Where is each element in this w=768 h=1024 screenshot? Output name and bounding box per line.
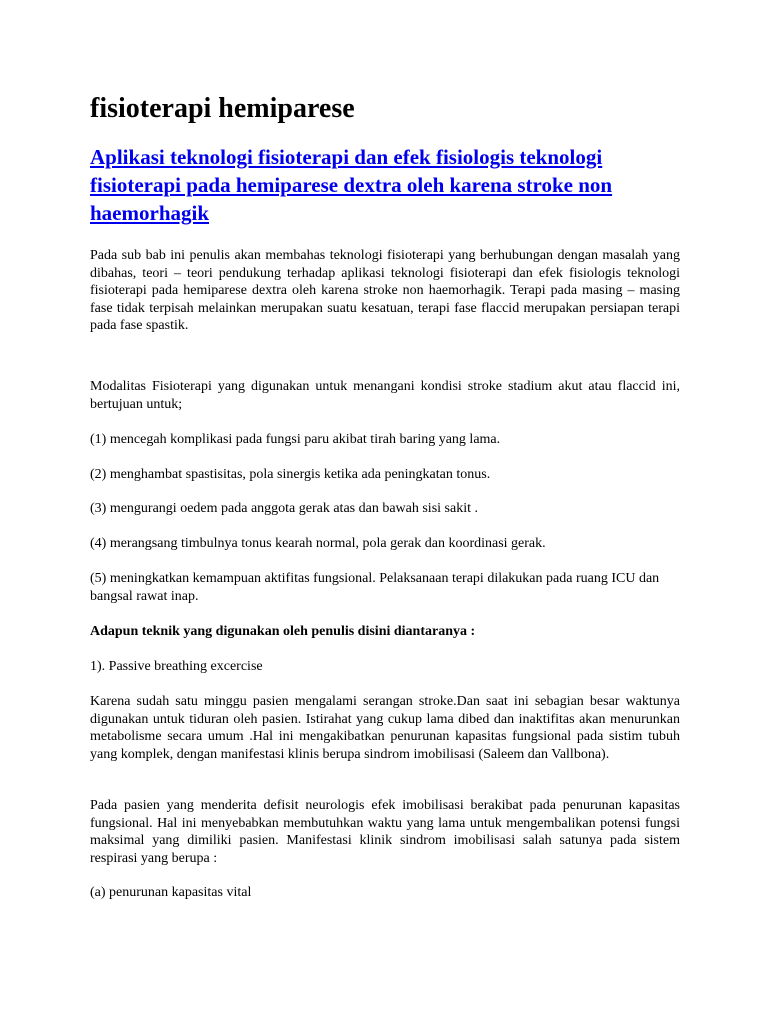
technique-item-1: 1). Passive breathing excercise <box>90 659 263 674</box>
technique-heading: Adapun teknik yang digunakan oleh penulis disini diantaranya : <box>90 624 476 639</box>
article-title-link[interactable]: Aplikasi teknologi fisioterapi dan efek fisiologis teknologi fisioterapi pada hemiparese dextra oleh karena stroke non haemorhagik <box>90 145 613 225</box>
neurological-paragraph: Pada pasien yang menderita defisit neurologis efek imobilisasi berakibat pada penurunan kapasitas fungsional. Hal ini menyebabkan membutuhkan waktu yang lama untuk mengembalikan potensi fungsi maksimal yang dimiliki pasien. Manifestasi klinik sindrom imobilisasi salah satunya pada sistem respirasi yang berupa : <box>90 798 680 866</box>
intro-paragraph: Pada sub bab ini penulis akan membahas teknologi fisioterapi yang berhubungan dengan masalah yang dibahas, teori – teori pendukung terhadap aplikasi teknologi fisioterapi dan efek fisiologis teknologi fisioterapi pada hemiparese dextra oleh karena stroke non haemorhagik. Terapi pada masing – masing fase tidak terpisah melainkan merupakan suatu kesatuan, terapi fase flaccid merupakan persiapan terapi pada fase spastik. <box>90 248 680 334</box>
immobilization-paragraph: Karena sudah satu minggu pasien mengalami serangan stroke.Dan saat ini sebagian besar waktunya digunakan untuk tiduran oleh pasien. Istirahat yang cukup lama dibed dan inaktifitas akan menurunkan metabolisme secara umum .Hal ini mengakibatkan penurunan kapasitas fungsional pada sistim tubuh yang komplek, dengan manifestasi klinis berupa sindrom imobilisasi (Saleem dan Vallbona). <box>90 694 680 762</box>
list-item-5: (5) meningkatkan kemampuan aktifitas fungsional. Pelaksanaan terapi dilakukan pada ruang ICU dan bangsal rawat inap. <box>90 571 660 604</box>
modalitas-paragraph: Modalitas Fisioterapi yang digunakan untuk menangani kondisi stroke stadium akut atau flaccid ini, bertujuan untuk; <box>90 379 680 412</box>
list-item-4: (4) merangsang timbulnya tonus kearah normal, pola gerak dan koordinasi gerak. <box>90 536 546 551</box>
list-item-1: (1) mencegah komplikasi pada fungsi paru akibat tirah baring yang lama. <box>90 432 501 447</box>
list-item-3: (3) mengurangi oedem pada anggota gerak atas dan bawah sisi sakit . <box>90 501 478 516</box>
page-title: fisioterapi hemiparese <box>90 93 355 124</box>
respiration-item-a: (a) penurunan kapasitas vital <box>90 885 252 900</box>
list-item-2: (2) menghambat spastisitas, pola sinergis ketika ada peningkatan tonus. <box>90 467 491 482</box>
